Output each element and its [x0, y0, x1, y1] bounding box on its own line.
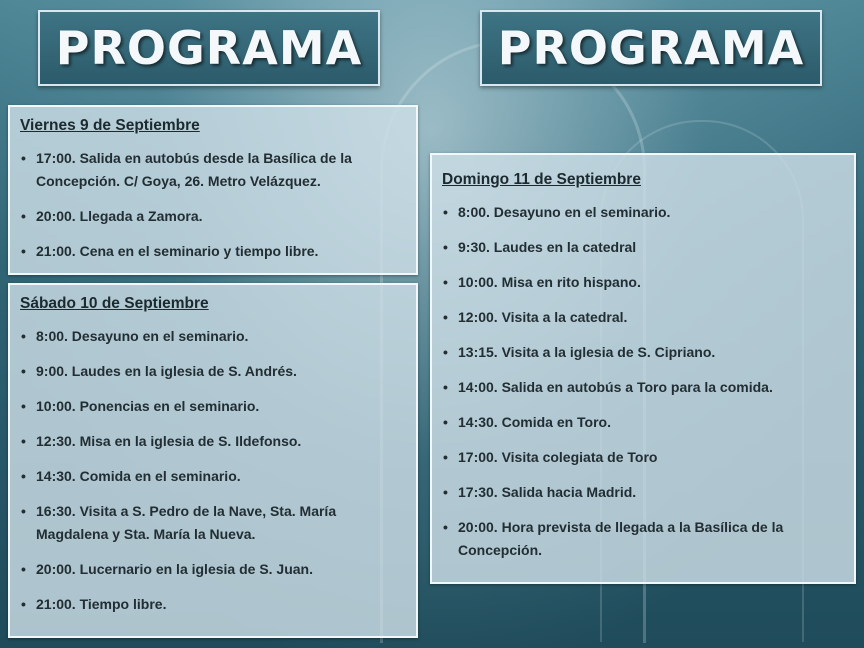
list-item: • 17:00. Visita colegiata de Toro — [442, 446, 844, 469]
title-left: PROGRAMA — [55, 21, 363, 75]
sunday-heading: Domingo 11 de Septiembre — [442, 171, 641, 188]
list-item: • 13:15. Visita a la iglesia de S. Cipriano. — [442, 341, 844, 364]
list-item: • 20:00. Llegada a Zamora. — [20, 205, 406, 228]
list-item: • 9:00. Laudes en la iglesia de S. Andrés. — [20, 360, 406, 383]
list-item: • 14:00. Salida en autobús a Toro para la comida. — [442, 376, 844, 399]
sunday-panel — [430, 153, 856, 584]
saturday-heading: Sábado 10 de Septiembre — [20, 295, 209, 312]
list-item: • 21:00. Cena en el seminario y tiempo libre. — [20, 240, 406, 263]
sunday-list — [442, 201, 844, 562]
title-box-right — [480, 10, 822, 86]
list-item: • 8:00. Desayuno en el seminario. — [442, 201, 844, 224]
list-item: • 17:30. Salida hacia Madrid. — [442, 481, 844, 504]
saturday-list — [20, 325, 406, 616]
friday-heading: Viernes 9 de Septiembre — [20, 117, 200, 134]
list-item: • 14:30. Comida en Toro. — [442, 411, 844, 434]
list-item: • 10:00. Misa en rito hispano. — [442, 271, 844, 294]
list-item: • 14:30. Comida en el seminario. — [20, 465, 406, 488]
title-right: PROGRAMA — [497, 21, 805, 75]
saturday-panel — [8, 283, 418, 638]
list-item: • 16:30. Visita a S. Pedro de la Nave, Sta. María Magdalena y Sta. María la Nueva. — [20, 500, 406, 546]
friday-panel — [8, 105, 418, 275]
list-item: • 17:00. Salida en autobús desde la Basílica de la Concepción. C/ Goya, 26. Metro Velázquez. — [20, 147, 406, 193]
list-item: • 20:00. Hora prevista de llegada a la Basílica de la Concepción. — [442, 516, 844, 562]
list-item: • 21:00. Tiempo libre. — [20, 593, 406, 616]
list-item: • 12:30. Misa en la iglesia de S. Ildefonso. — [20, 430, 406, 453]
list-item: • 10:00. Ponencias en el seminario. — [20, 395, 406, 418]
title-box-left — [38, 10, 380, 86]
list-item: • 9:30. Laudes en la catedral — [442, 236, 844, 259]
list-item: • 8:00. Desayuno en el seminario. — [20, 325, 406, 348]
list-item: • 20:00. Lucernario en la iglesia de S. Juan. — [20, 558, 406, 581]
list-item: • 12:00. Visita a la catedral. — [442, 306, 844, 329]
friday-list — [20, 147, 406, 263]
